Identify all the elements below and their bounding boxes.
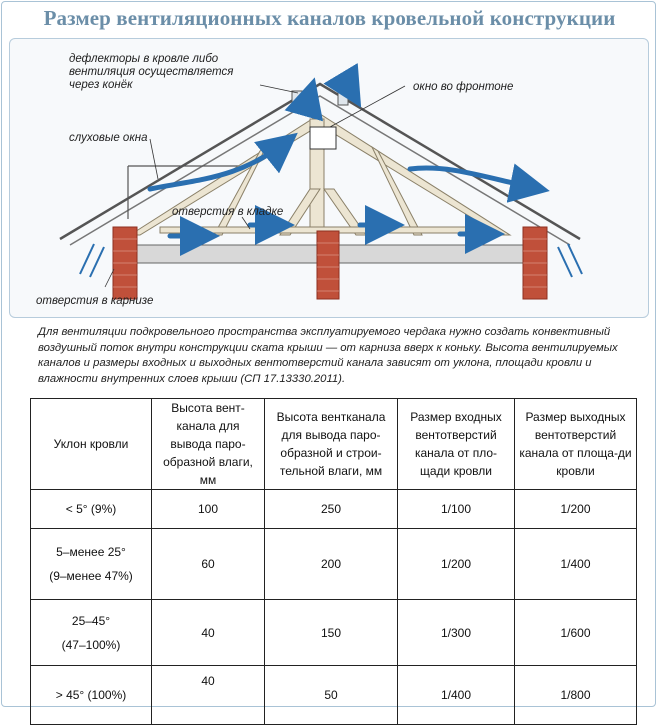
height-vapor-cell: 100 — [152, 490, 265, 529]
height-vapor-cell: 40 — [152, 666, 265, 725]
gable-window-shape — [310, 127, 336, 149]
deflectors-label-line-3: через конёк — [69, 79, 133, 91]
slope-cell — [31, 490, 152, 529]
inlet-cell: 1/200 — [398, 529, 515, 600]
masonry-holes-label: отверстия в кладке — [172, 206, 284, 218]
ventilation-table — [30, 398, 637, 725]
inlet-cell: 1/100 — [398, 490, 515, 529]
slope-value: 5–менее 25° — [56, 545, 126, 559]
height-vapor-cell: 40 — [152, 600, 265, 666]
slope-value: > 45° (100%) — [55, 688, 127, 702]
outlet-cell: 1/400 — [515, 529, 637, 600]
eave-holes-label: отверстия в карнизе — [36, 295, 154, 307]
height-full-cell: 200 — [265, 529, 398, 600]
outlet-cell: 1/200 — [515, 490, 637, 529]
outlet-cell: 1/600 — [515, 600, 637, 666]
deflectors-label-line-1: дефлекторы в кровле либо — [69, 53, 219, 65]
height-full-cell: 50 — [265, 666, 398, 725]
page-title: Размер вентиляционных каналов кровельной конструкции — [43, 6, 616, 30]
header-height-vapor-construction: Высота вентканала для вывода паро-образной и строи-тельной влаги, мм — [265, 399, 398, 490]
height-vapor-cell: 60 — [152, 529, 265, 600]
slope-percent: (9–менее 47%) — [49, 569, 133, 583]
table-row — [31, 529, 637, 600]
header-outlet-size: Размер выходных вентотверстий канала от площа-ди кровли — [515, 399, 637, 490]
deflectors-label-line-2: вентиляция осуществляется — [69, 66, 234, 78]
slope-value: < 5° (9%) — [65, 502, 117, 516]
slope-percent: (47–100%) — [61, 637, 121, 652]
diagram-caption: Для вентиляции подкровельного пространства эксплуатируемого чердака нужно создать конвективный воздушный поток внутри конструкции ската крыши — от карниза вверх к коньку. Высота вентилируемых каналов и размеры входных и выходных вентотверстий канала зависят от уклона, площади кровли и влажности внутренних слоев крыши (СП 17.13330.2011). — [38, 326, 618, 385]
inlet-cell: 1/300 — [398, 600, 515, 666]
height-full-cell: 150 — [265, 600, 398, 666]
gable-window-label: окно во фронтоне — [413, 81, 514, 93]
slope-cell — [31, 666, 152, 725]
header-inlet-size: Размер входных вентотверстий канала от пло-щади кровли — [398, 399, 515, 490]
table-row — [31, 490, 637, 529]
deflectors-label — [69, 53, 233, 92]
slope-cell — [31, 600, 152, 666]
outlet-cell: 1/800 — [515, 666, 637, 725]
table-header-row — [31, 399, 637, 490]
table-row — [31, 600, 637, 666]
inlet-cell: 1/400 — [398, 666, 515, 725]
slope-cell — [31, 529, 152, 600]
header-slope: Уклон кровли — [31, 399, 152, 490]
height-full-cell: 250 — [265, 490, 398, 529]
table-row — [31, 666, 637, 725]
header-height-vapor: Высота вент-канала для вывода паро-образной влаги, мм — [152, 399, 265, 490]
dormer-windows-label: слуховые окна — [69, 132, 148, 144]
slope-value: 25–45° — [71, 613, 111, 628]
roof-ventilation-diagram — [9, 38, 649, 318]
